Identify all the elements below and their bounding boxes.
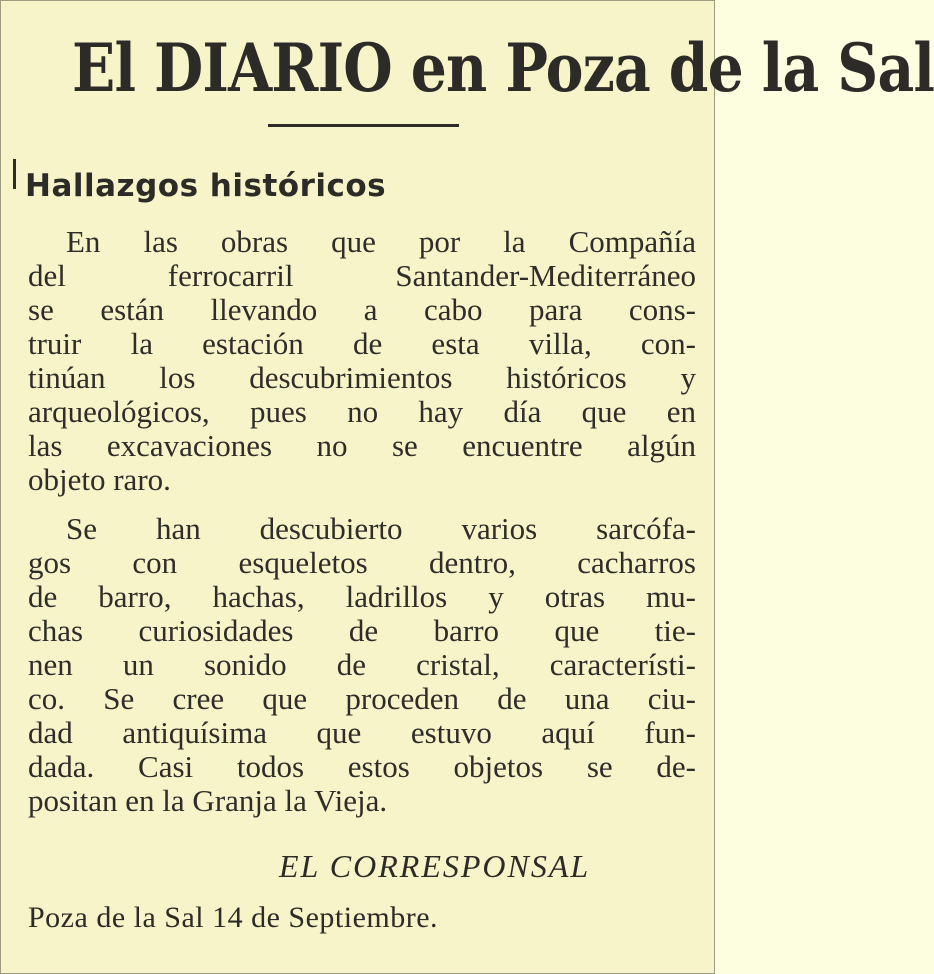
paragraph-line: dad antiquísima que estuvo aquí fun-: [28, 715, 696, 750]
paragraph-line: En las obras que por la Compañía: [66, 224, 696, 259]
paragraph-line: de barro, hachas, ladrillos y otras mu-: [28, 579, 696, 614]
paragraph-line: arqueológicos, pues no hay día que en: [28, 394, 696, 429]
paragraph-line: chas curiosidades de barro que tie-: [28, 613, 696, 648]
paragraph-line: las excavaciones no se encuentre algún: [28, 428, 696, 463]
byline-signature: EL CORRESPONSAL: [279, 848, 591, 884]
paragraph-line: objeto raro.: [28, 462, 171, 497]
paragraph-line: co. Se cree que proceden de una ciu-: [28, 681, 696, 716]
article-paragraph: [28, 512, 696, 818]
masthead-rule: [268, 124, 459, 127]
paragraph-line: se están llevando a cabo para cons-: [28, 292, 696, 327]
paragraph-line: tinúan los descubrimientos históricos y: [28, 360, 696, 395]
paragraph-line: truir la estación de esta villa, con-: [28, 326, 696, 361]
dateline: Poza de la Sal 14 de Septiembre.: [28, 901, 439, 934]
paragraph-line: Se han descubierto varios sarcófa-: [66, 511, 696, 546]
paragraph-line: nen un sonido de cristal, característi-: [28, 647, 696, 682]
article-paragraph: [28, 225, 696, 497]
column-edge-mark: [13, 159, 16, 189]
masthead-title: El DIARIO en Poza de la Sal: [72, 29, 934, 107]
paragraph-line: dada. Casi todos estos objetos se de-: [28, 749, 696, 784]
paragraph-line: del ferrocarril Santander-Mediterráneo: [28, 258, 696, 293]
paragraph-line: positan en la Granja la Vieja.: [28, 783, 388, 818]
article-headline: Hallazgos históricos: [25, 168, 387, 204]
paragraph-line: gos con esqueletos dentro, cacharros: [28, 545, 696, 580]
